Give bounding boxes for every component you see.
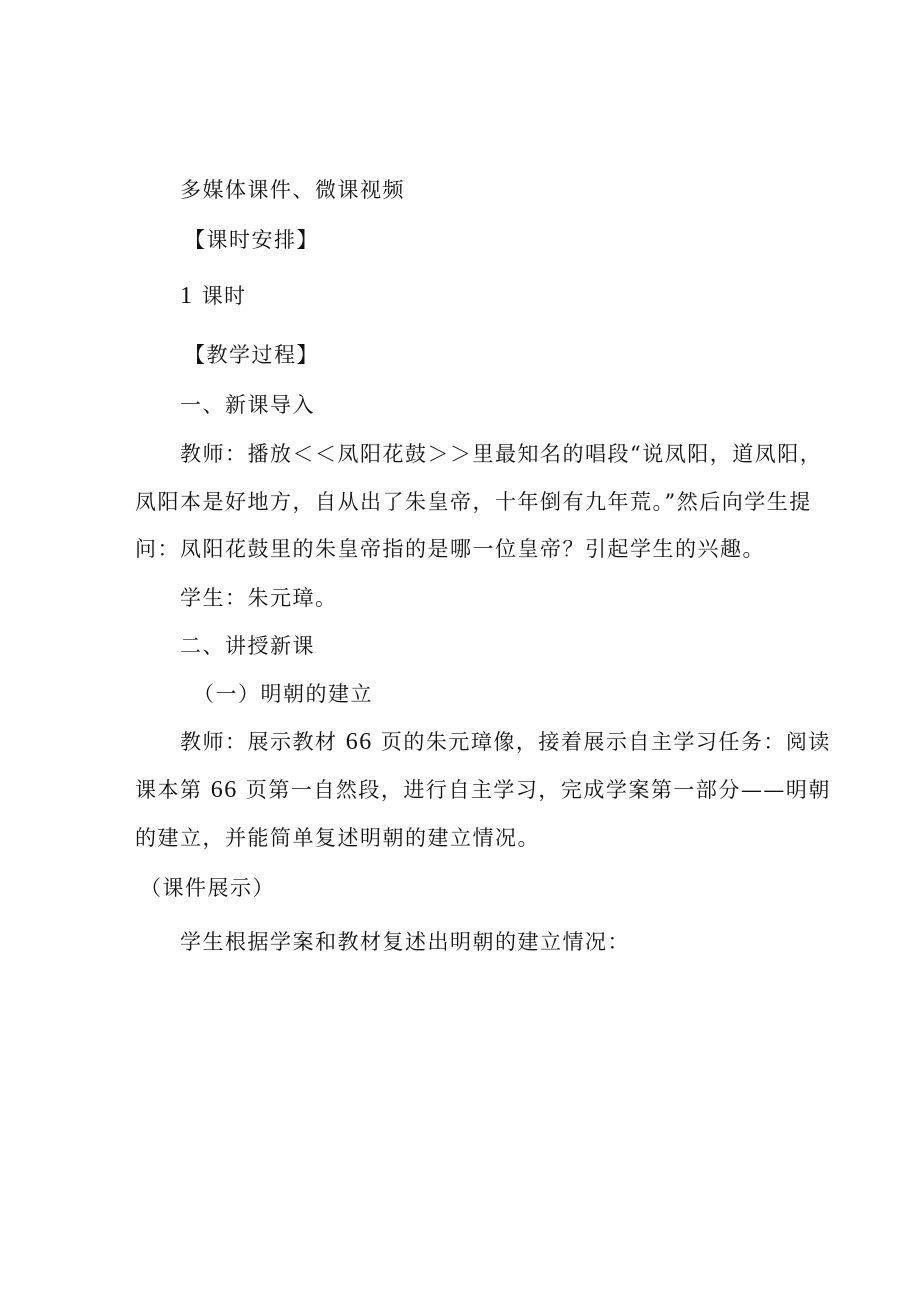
schedule-unit: 课时 — [201, 284, 247, 308]
page-number-ref: 66 — [345, 729, 373, 755]
intro-paragraph-line1: 教师：播放＜＜凤阳花鼓＞＞里最知名的唱段“说凤阳，道凤阳， — [180, 442, 823, 466]
section1-heading: 一、新课导入 — [180, 393, 315, 417]
materials-line: 多媒体课件、微课视频 — [180, 178, 405, 202]
teacher-paragraph-line1 — [180, 728, 831, 756]
subsection1-heading: （一）明朝的建立 — [193, 682, 373, 706]
teacher-paragraph-line1-start: 教师：展示教材 — [180, 730, 338, 754]
student-retell-line: 学生根据学案和教材复述出明朝的建立情况： — [180, 930, 630, 954]
intro-paragraph-line3: 问：凤阳花鼓里的朱皇帝指的是哪一位皇帝？引起学生的兴趣。 — [135, 537, 765, 561]
teacher-paragraph-line2-end: 页第一自然段，进行自主学习，完成学案第一部分——明朝 — [245, 778, 831, 802]
intro-paragraph-line2: 凤阳本是好地方，自从出了朱皇帝，十年倒有九年荒。”然后向学生提 — [135, 490, 812, 514]
student-answer: 学生：朱元璋。 — [180, 586, 338, 610]
teacher-paragraph-line2-start: 课本第 — [135, 778, 203, 802]
teacher-paragraph-line2 — [135, 776, 831, 804]
schedule-line — [180, 282, 247, 310]
schedule-heading: 【课时安排】 — [184, 228, 319, 252]
teacher-paragraph-line1-end: 页的朱元璋像，接着展示自主学习任务：阅读 — [380, 730, 831, 754]
process-heading: 【教学过程】 — [184, 343, 319, 367]
section2-heading: 二、讲授新课 — [180, 634, 315, 658]
page-number-ref: 66 — [210, 777, 238, 803]
schedule-number: 1 — [180, 283, 194, 309]
courseware-note: （课件展示） — [140, 876, 275, 900]
teacher-paragraph-line3: 的建立，并能简单复述明朝的建立情况。 — [135, 826, 540, 850]
